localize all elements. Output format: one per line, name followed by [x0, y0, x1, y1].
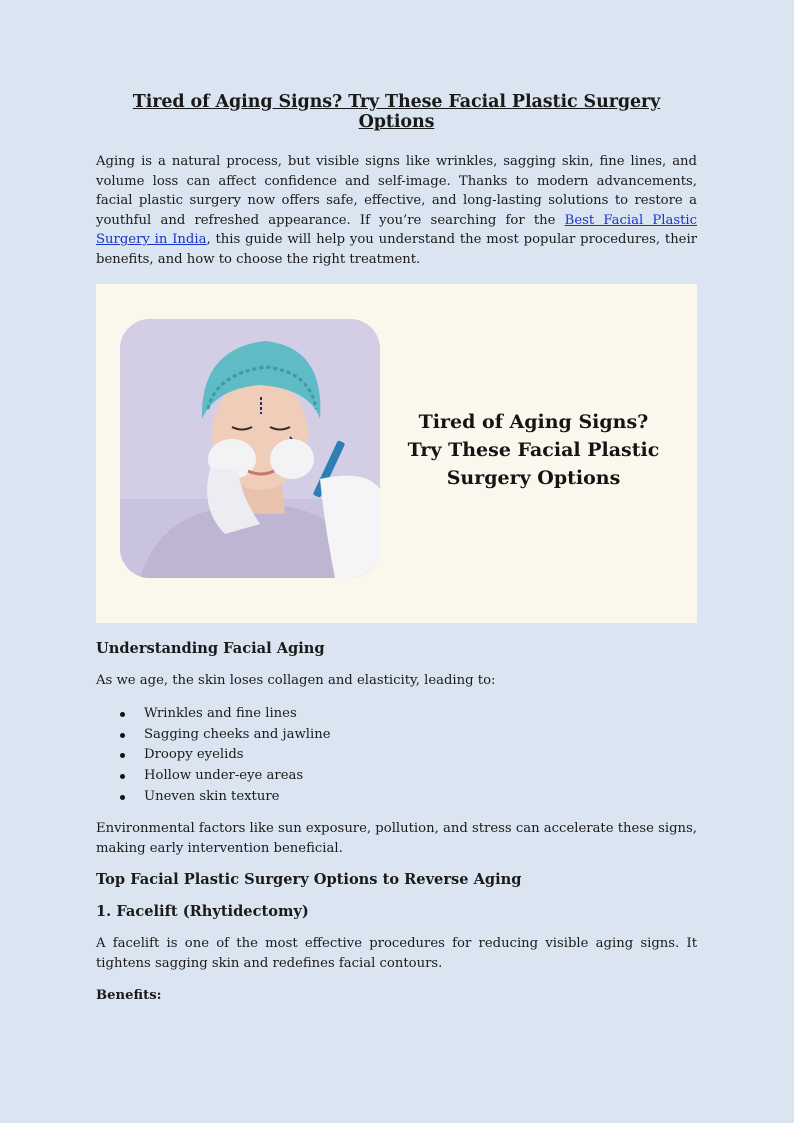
intro-text-start: Aging is a natural process, but visible signs like wrinkles, sagging skin, fine lines, and volume loss can affect confidence and self-image. Thanks to modern advancements, facial plastic surgery now offers safe, effective, and long-lasting solutions to restore a youthful and refreshed appearance. If you’re searching for the	[96, 154, 697, 228]
section-lead-text: As we age, the skin loses collagen and elasticity, leading to:	[96, 672, 496, 688]
environmental-factors-paragraph: Environmental factors like sun exposure, pollution, and stress can accelerate these signs, making early intervention beneficial.	[96, 821, 697, 856]
banner-headline	[396, 408, 671, 492]
intro-paragraph	[96, 152, 697, 270]
section-heading-understanding: Understanding Facial Aging	[96, 639, 325, 657]
list-item: Hollow under-eye areas	[96, 766, 697, 787]
list-item: Wrinkles and fine lines	[96, 704, 697, 725]
list-item: Droopy eyelids	[96, 745, 697, 766]
banner-line-3: Surgery Options	[446, 466, 621, 489]
list-item: Uneven skin texture	[96, 787, 697, 808]
intro-text-end: , this guide will help you understand the most popular procedures, their benefits, and how to choose the right treatment.	[96, 232, 698, 267]
section-heading-top-options: Top Facial Plastic Surgery Options to Reverse Aging	[96, 871, 522, 889]
article-title: Tired of Aging Signs? Try These Facial Plastic Surgery Options	[132, 92, 661, 132]
patient-illustration	[120, 319, 380, 578]
hero-banner	[96, 284, 697, 623]
banner-line-1: Tired of Aging Signs?	[418, 410, 649, 433]
document-page	[96, 92, 697, 1003]
facelift-paragraph: A facelift is one of the most effective procedures for reducing visible aging signs. It tightens sagging skin and redefines facial contours.	[96, 936, 697, 971]
best-facial-plastic-surgery-link[interactable]: Best Facial Plastic Surgery in India	[96, 212, 697, 248]
banner-line-2: Try These Facial Plastic	[407, 438, 660, 461]
subheading-facelift: 1. Facelift (Rhytidectomy)	[96, 903, 309, 921]
list-item: Sagging cheeks and jawline	[96, 725, 697, 746]
aging-signs-list	[96, 704, 697, 807]
patient-photo	[120, 319, 380, 578]
benefits-label: Benefits:	[96, 987, 162, 1003]
